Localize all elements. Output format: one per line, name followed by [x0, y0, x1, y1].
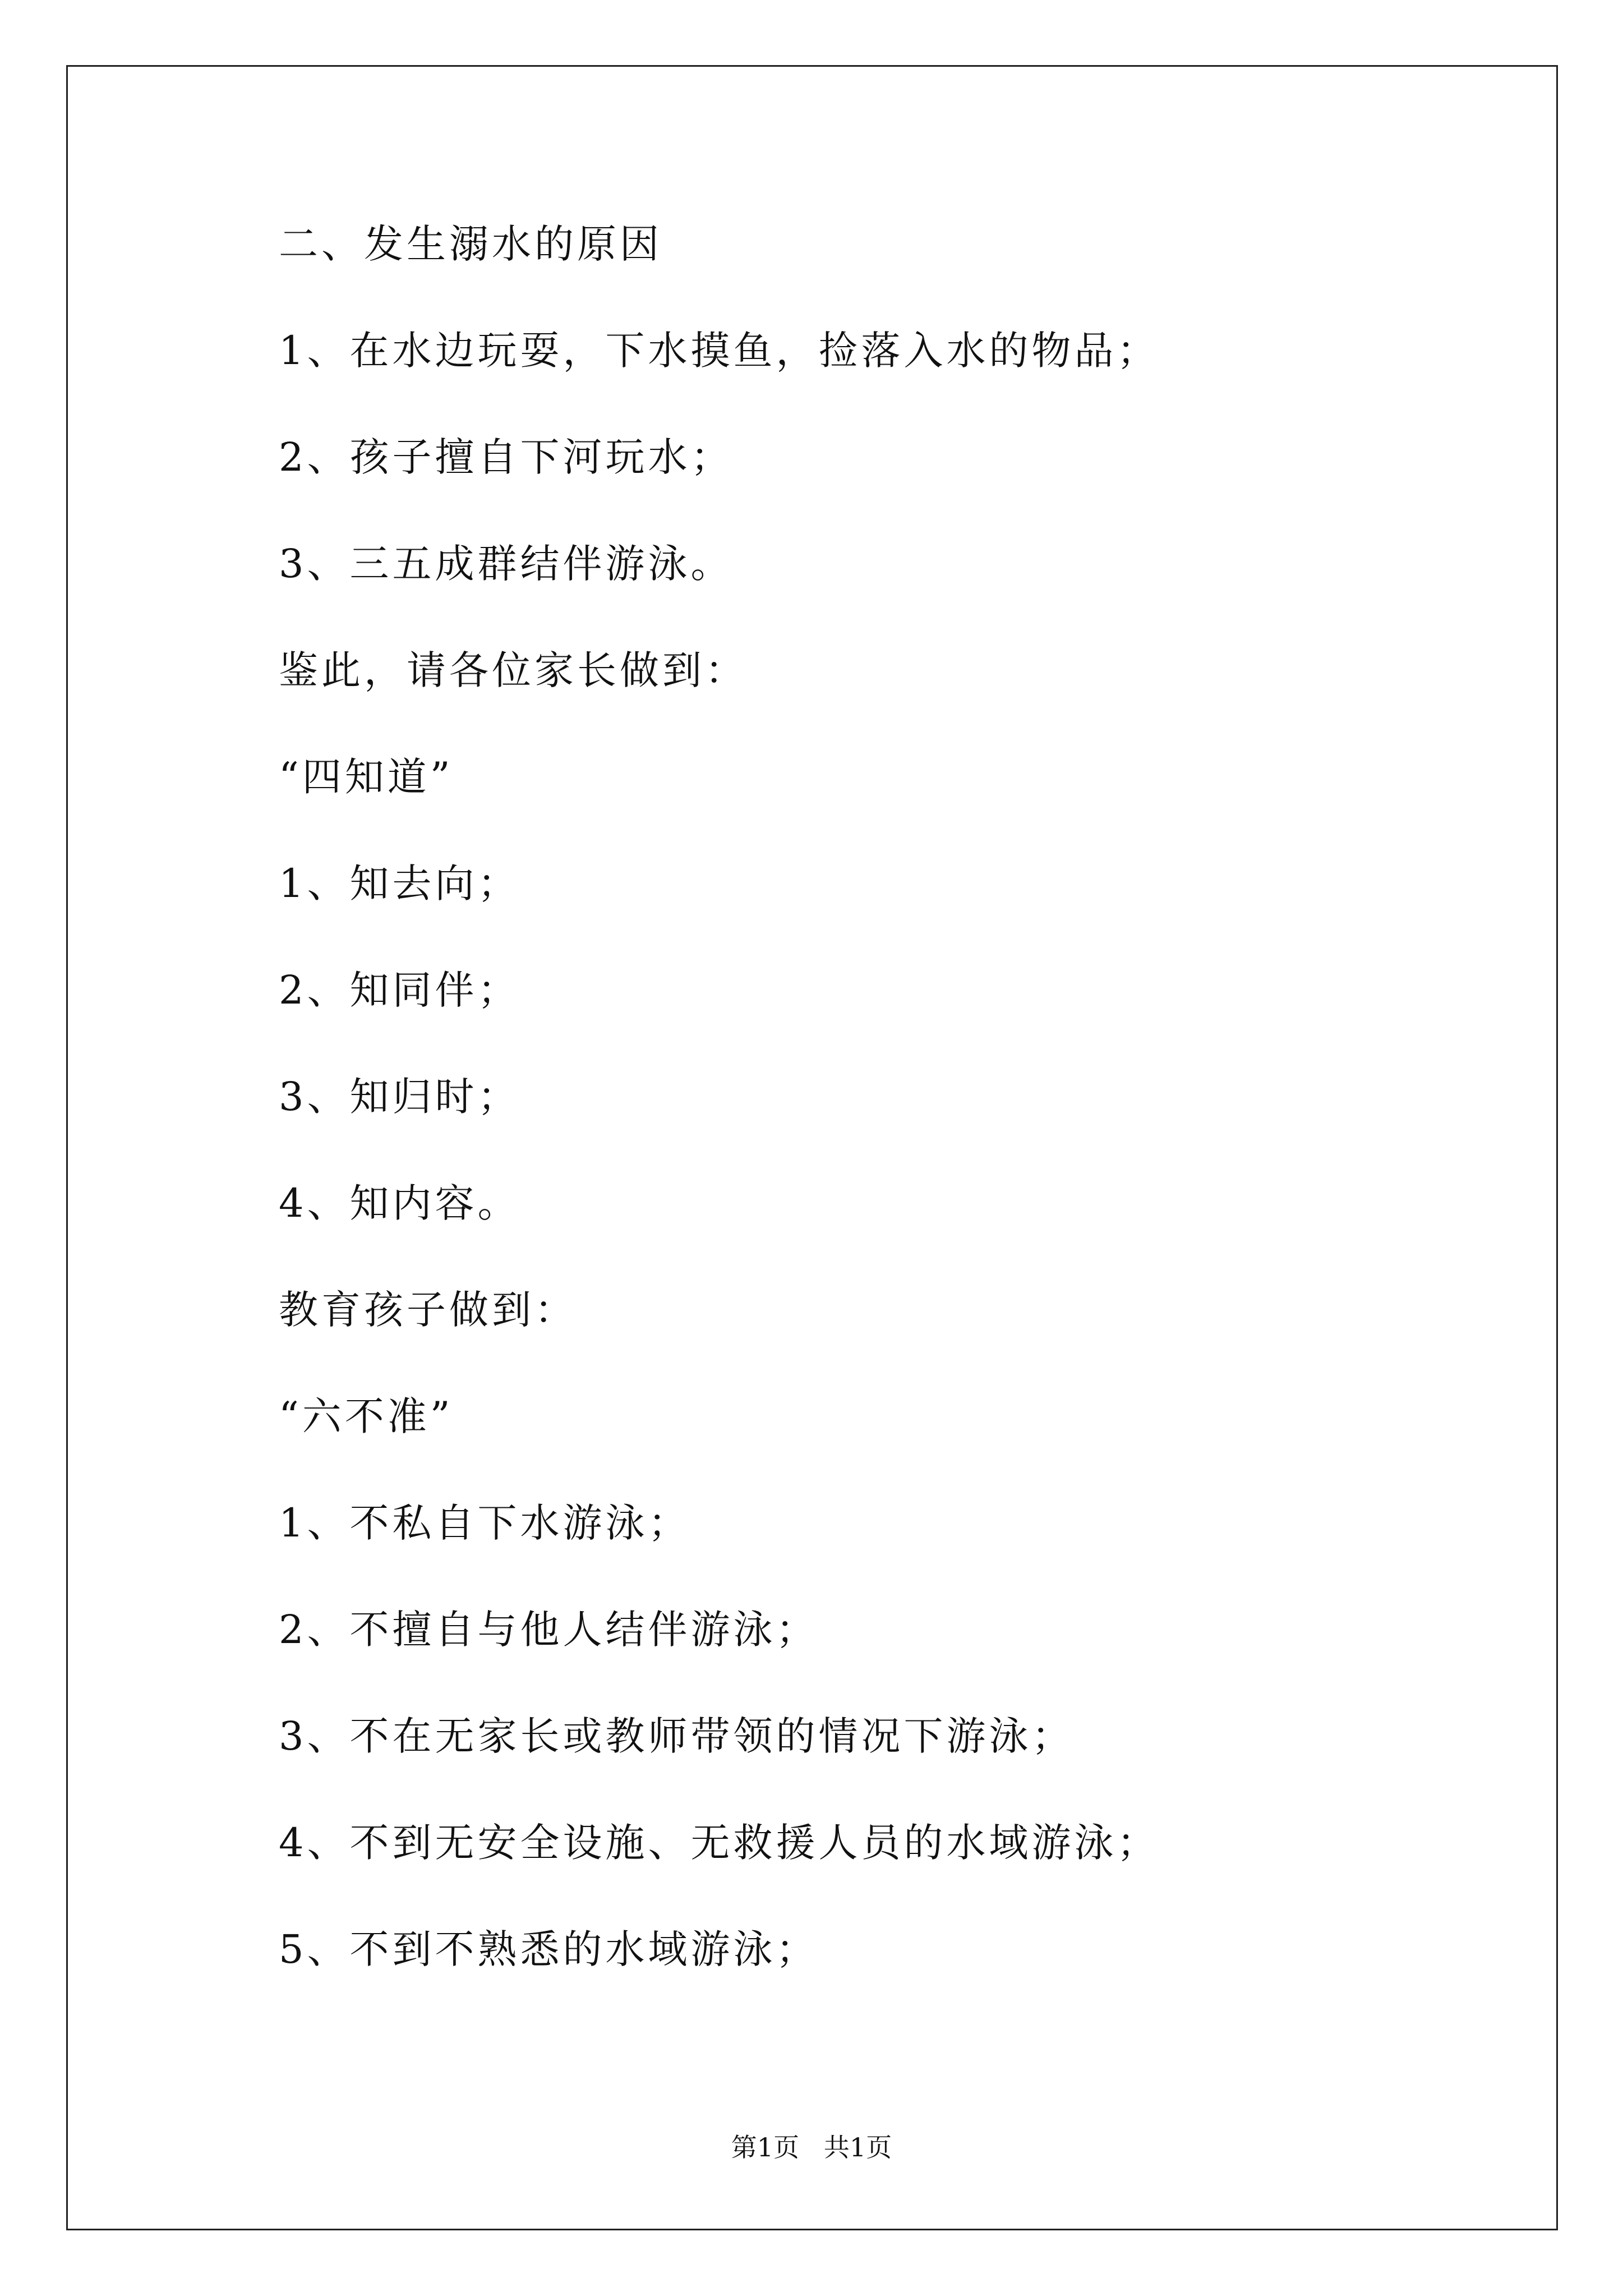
text-line: 1、在水边玩耍，下水摸鱼，捡落入水的物品； — [279, 328, 1160, 374]
text-line: 4、不到无安全设施、无救援人员的水域游泳； — [279, 1820, 1160, 1866]
document-body — [279, 222, 1513, 2033]
text-line: 教育孩子做到： — [279, 1287, 577, 1333]
text-line: 1、知去向； — [279, 861, 520, 907]
subheading-four-knows: “四知道” — [279, 754, 454, 800]
page-footer: 第1页 共1页 — [731, 2132, 892, 2162]
text-line: 4、知内容。 — [279, 1180, 520, 1226]
text-line: 3、知归时； — [279, 1074, 520, 1120]
text-line: 3、三五成群结伴游泳。 — [279, 541, 734, 587]
text-line: 2、不擅自与他人结伴游泳； — [279, 1607, 819, 1653]
section-heading: 二、发生溺水的原因 — [279, 221, 662, 267]
text-line: 1、不私自下水游泳； — [279, 1500, 691, 1546]
text-line: 鉴此，请各位家长做到： — [279, 647, 748, 693]
text-line: 3、不在无家长或教师带领的情况下游泳； — [279, 1713, 1075, 1759]
subheading-six-donts: “六不准” — [279, 1393, 454, 1439]
text-line: 2、知同伴； — [279, 967, 520, 1013]
text-line: 2、孩子擅自下河玩水； — [279, 434, 734, 480]
text-line: 5、不到不熟悉的水域游泳； — [279, 1926, 819, 1972]
